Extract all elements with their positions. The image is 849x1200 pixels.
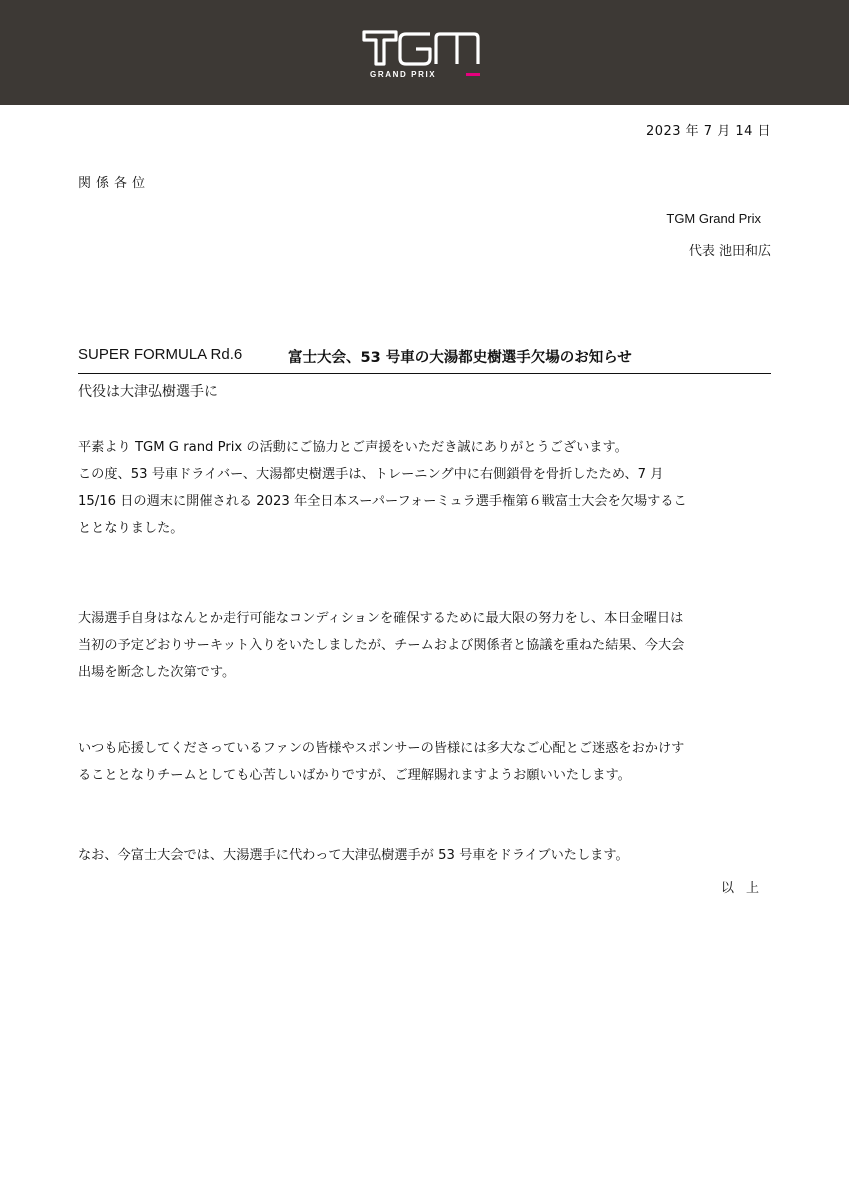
header-band: [0, 0, 849, 105]
recipient: 関係各位: [78, 176, 151, 191]
logo-accent-bar: [466, 73, 480, 76]
body-paragraph-3: [78, 735, 778, 789]
paragraph-line: ととなりました。: [78, 521, 184, 536]
sender-organization: TGM Grand Prix: [666, 211, 761, 226]
body-paragraph-1: [78, 434, 778, 542]
logo-subtext: GRAND PRIX: [370, 70, 437, 79]
sender-representative: 代表 池田和広: [688, 244, 771, 259]
tgm-grand-prix-logo: [362, 28, 482, 84]
title-divider: [78, 373, 771, 374]
title-subtitle: 代役は大津弘樹選手に: [78, 384, 218, 400]
closing-mark: 以上: [720, 881, 771, 896]
title-series: SUPER FORMULA Rd.6: [78, 346, 243, 363]
paragraph-line: いつも応援してくださっているファンの皆様やスポンサーの皆様には多大なご心配とご迷惑をおかけす: [78, 741, 685, 756]
document-date: 2023 年 7 月 14 日: [645, 124, 771, 139]
body-paragraph-2: [78, 605, 778, 686]
paragraph-line: 出場を断念した次第です。: [78, 665, 236, 680]
paragraph-line: 当初の予定どおりサーキット入りをいたしましたが、チームおよび関係者と協議を重ねた結果、今大会: [78, 638, 685, 653]
paragraph-line: なお、今富士大会では、大湯選手に代わって大津弘樹選手が 53 号車をドライブいたします。: [78, 848, 629, 863]
paragraph-line: 平素より TGM G rand Prix の活動にご協力とご声援をいただき誠にありがとうございます。: [78, 440, 628, 455]
paragraph-line: ることとなりチームとしても心苦しいばかりですが、ご理解賜れますようお願いいたします。: [78, 768, 631, 783]
paragraph-line: 15/16 日の週末に開催される 2023 年全日本スーパーフォーミュラ選手権第６戦富士大会を欠場するこ: [78, 494, 687, 509]
paragraph-line: この度、53 号車ドライバー、大湯都史樹選手は、トレーニング中に右側鎖骨を骨折したため、7 月: [78, 467, 664, 482]
paragraph-line: 大湯選手自身はなんとか走行可能なコンディションを確保するために最大限の努力をし、本日金曜日は: [78, 611, 684, 626]
body-paragraph-4: [78, 842, 778, 869]
title-headline: 富士大会、53 号車の大湯都史樹選手欠場のお知らせ: [288, 350, 632, 366]
tgm-logo-mark: [362, 28, 482, 68]
